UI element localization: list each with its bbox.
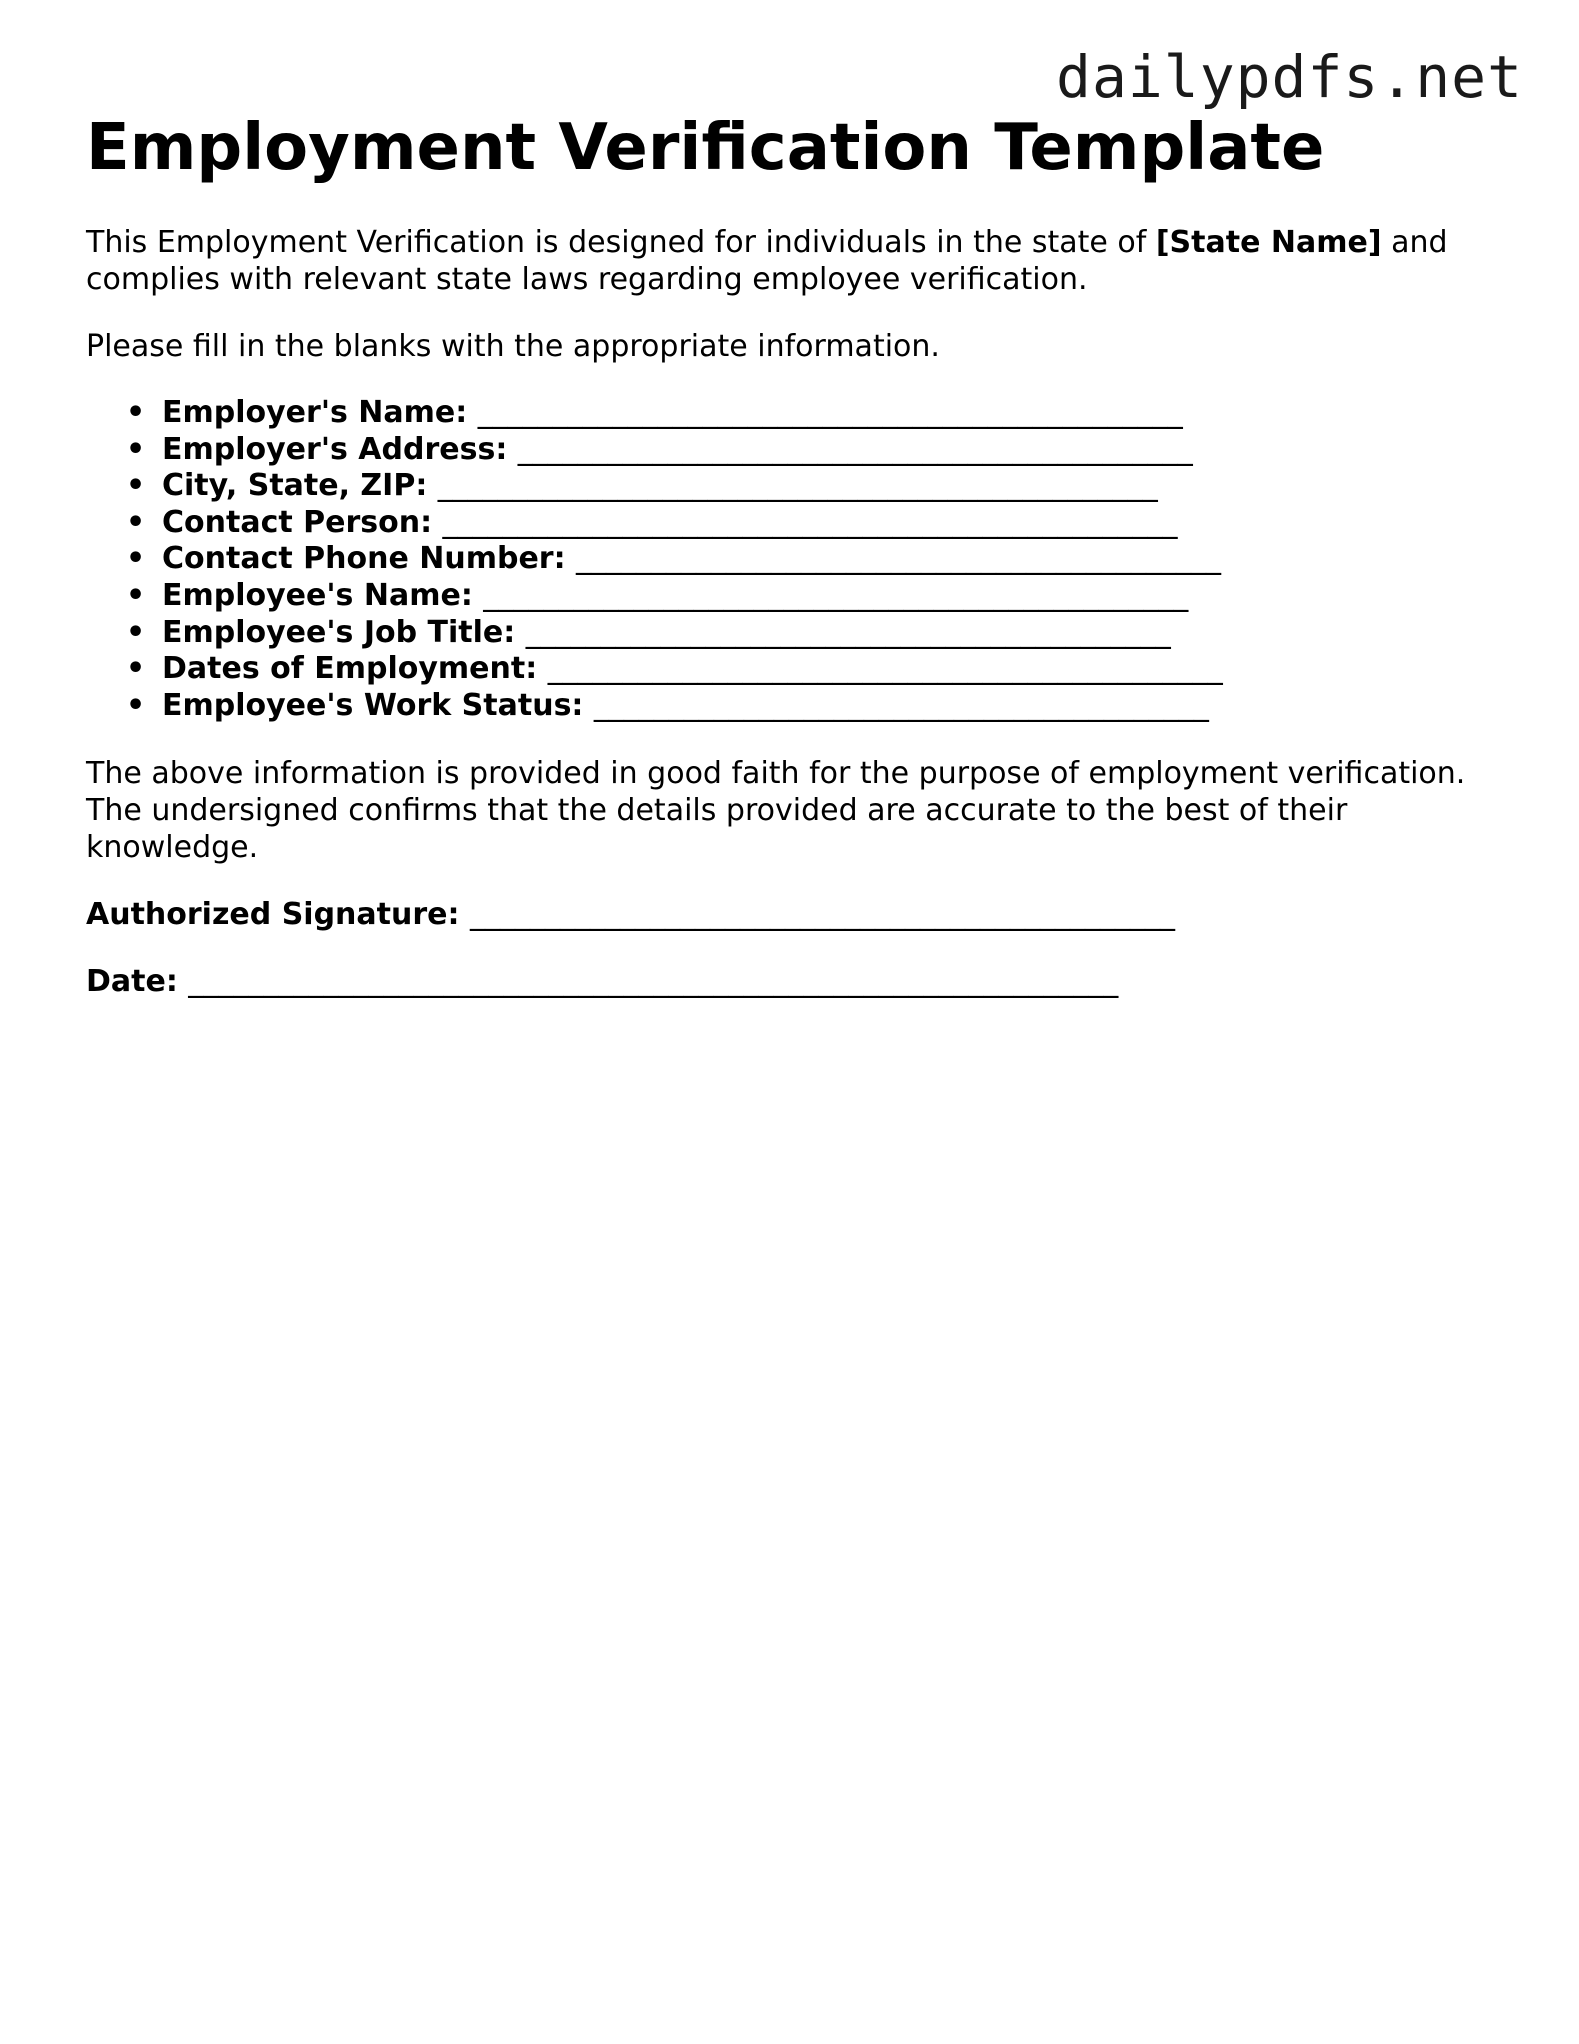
instructions-paragraph: Please fill in the blanks with the appropriate information. — [86, 329, 940, 364]
field-label: Contact Phone Number: — [162, 541, 566, 577]
field-label: Employer's Name: — [162, 395, 468, 430]
fill-in-blank[interactable]: _________________________________________ — [593, 687, 1209, 723]
field-work-status — [126, 688, 1506, 725]
fill-in-blank[interactable]: _____________________________________________ — [547, 651, 1223, 687]
fill-in-blank[interactable]: ___________________________________________ — [576, 541, 1222, 577]
field-label: Dates of Employment: — [162, 651, 538, 687]
field-employer-address — [126, 432, 1506, 469]
fill-in-blank[interactable]: _________________________________________________ — [442, 504, 1178, 540]
signature-line — [86, 896, 1506, 933]
date-line — [86, 963, 1506, 1000]
field-label: Employer's Address: — [162, 431, 508, 467]
date-blank[interactable]: ______________________________________________________________ — [188, 964, 1119, 1000]
document-page — [86, 110, 1506, 1000]
field-contact-phone — [126, 541, 1506, 578]
state-name-placeholder: [State Name] — [1155, 225, 1382, 260]
fill-in-blank[interactable]: ___________________________________________ — [525, 614, 1171, 650]
fill-in-blank[interactable]: ________________________________________________ — [437, 468, 1158, 504]
field-employee-name — [126, 578, 1506, 615]
fill-in-blank[interactable]: _____________________________________________ — [517, 431, 1193, 467]
fill-in-blank[interactable]: _______________________________________________ — [477, 395, 1183, 430]
date-label: Date: — [86, 964, 178, 1000]
field-dates-of-employment — [126, 651, 1506, 688]
closing-paragraph: The above information is provided in good faith for the purpose of employment verification. The undersigned confirms that the details provided are accurate to the best of their knowledge. — [86, 756, 1466, 866]
intro-text-end: and complies with relevant state laws regarding employee verification. — [86, 225, 1448, 297]
intro-text-start: This Employment Verification is designed for individuals in the state of — [86, 225, 1156, 260]
field-employer-name — [126, 395, 1506, 432]
field-label: Employee's Work Status: — [162, 687, 584, 723]
intro-paragraph — [86, 224, 1506, 298]
signature-label: Authorized Signature: — [86, 897, 460, 933]
field-label: Contact Person: — [162, 504, 433, 540]
signature-blank[interactable]: _______________________________________________ — [469, 897, 1175, 933]
field-employee-job-title — [126, 615, 1506, 652]
field-label: City, State, ZIP: — [162, 468, 428, 504]
fill-in-blank[interactable]: _______________________________________________ — [483, 577, 1189, 613]
page-title: Employment Verification Template — [86, 111, 1325, 185]
field-contact-person — [126, 505, 1506, 542]
field-label: Employee's Job Title: — [162, 614, 516, 650]
field-label: Employee's Name: — [162, 577, 473, 613]
field-list — [86, 395, 1506, 724]
watermark: dailypdfs.net — [1056, 43, 1523, 111]
field-city-state-zip — [126, 468, 1506, 505]
